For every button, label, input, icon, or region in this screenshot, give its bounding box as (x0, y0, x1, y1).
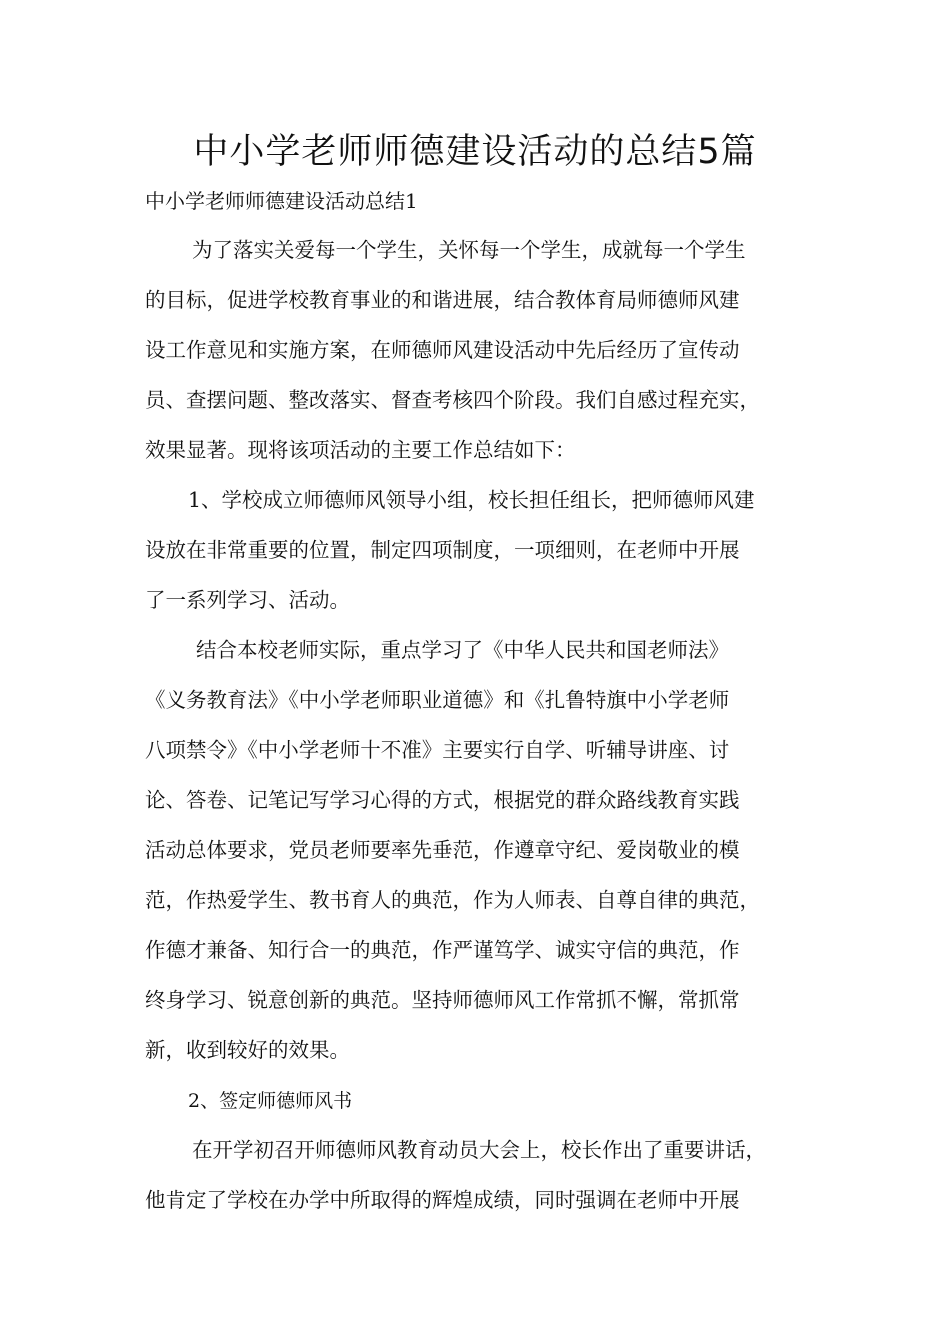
body-line: 作德才兼备、知行合一的典范，作严谨笃学、诚实守信的典范，作 (145, 938, 740, 962)
body-line: 八项禁令》《中小学老师十不准》主要实行自学、听辅导讲座、讨 (145, 738, 730, 762)
body-line: 设工作意见和实施方案，在师德师风建设活动中先后经历了宣传动 (145, 338, 740, 362)
body-line: 他肯定了学校在办学中所取得的辉煌成绩，同时强调在老师中开展 (145, 1188, 740, 1212)
body-line: 2、签定师德师风书 (188, 1090, 353, 1112)
body-line: 《义务教育法》《中小学老师职业道德》和《扎鲁特旗中小学老师 (145, 688, 730, 712)
body-line: 为了落实关爱每一个学生，关怀每一个学生，成就每一个学生 (192, 238, 746, 262)
body-line: 设放在非常重要的位置，制定四项制度，一项细则，在老师中开展 (145, 538, 740, 562)
section-heading: 中小学老师师德建设活动总结1 (145, 189, 418, 213)
body-line: 在开学初召开师德师风教育动员大会上，校长作出了重要讲话， (192, 1138, 766, 1162)
body-line: 范，作热爱学生、教书育人的典范，作为人师表、自尊自律的典范， (145, 888, 760, 912)
body-line: 效果显著。现将该项活动的主要工作总结如下： (145, 438, 576, 462)
body-line: 员、查摆问题、整改落实、督查考核四个阶段。我们自感过程充实， (145, 388, 760, 412)
document-title: 中小学老师师德建设活动的总结5篇 (193, 132, 757, 172)
body-line: 论、答卷、记笔记写学习心得的方式，根据党的群众路线教育实践 (145, 788, 740, 812)
body-line: 1、学校成立师德师风领导小组，校长担任组长，把师德师风建 (188, 488, 755, 512)
body-line: 结合本校老师实际，重点学习了《中华人民共和国老师法》 (196, 638, 729, 662)
body-line: 的目标，促进学校教育事业的和谐进展，结合教体育局师德师风建 (145, 288, 740, 312)
body-line: 新，收到较好的效果。 (145, 1038, 350, 1062)
body-line: 活动总体要求，党员老师要率先垂范，作遵章守纪、爱岗敬业的模 (145, 838, 740, 862)
body-line: 终身学习、锐意创新的典范。坚持师德师风工作常抓不懈，常抓常 (145, 988, 740, 1012)
body-line: 了一系列学习、活动。 (145, 588, 350, 612)
